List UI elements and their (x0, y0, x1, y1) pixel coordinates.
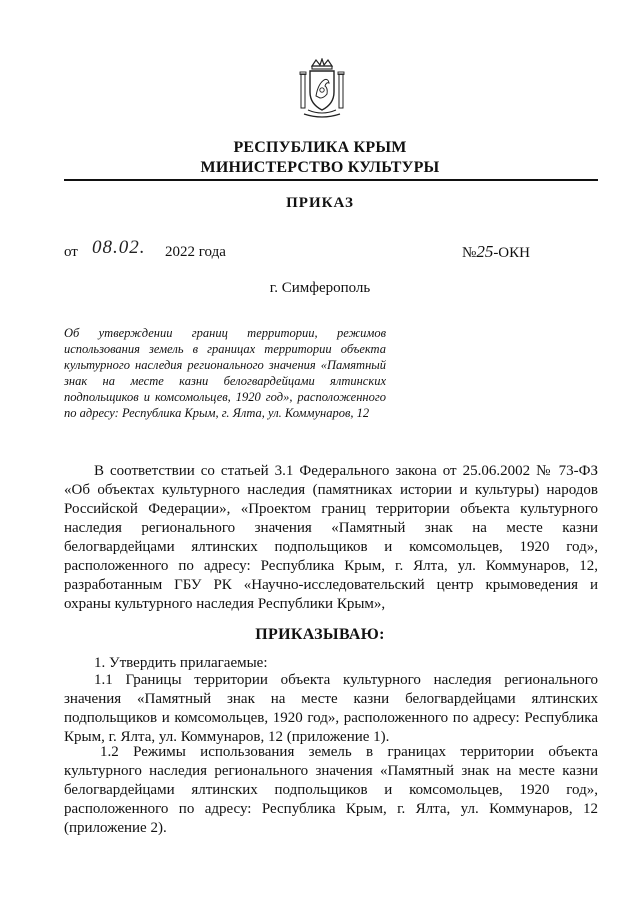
date-prefix: от (64, 244, 78, 260)
org-name-republic: РЕСПУБЛИКА КРЫМ (233, 139, 407, 156)
document-type-title: ПРИКАЗ (286, 195, 354, 211)
document-number (462, 242, 530, 263)
number-prefix: № (462, 245, 477, 261)
org-name-ministry: МИНИСТЕРСТВО КУЛЬТУРЫ (200, 159, 440, 176)
item-1-1: 1.1 Границы территории объекта культурного наследия регионального значения «Памятный знак на месте казни белогвардейцами ялтинских подпольщиков и комсомольцев, 1920 год», расположенного по адресу: Республика Крым, г. Ялта, ул. Коммунаров, 12 (приложение 1). (64, 672, 598, 745)
preamble-paragraph: В соответствии со статьей 3.1 Федерального закона от 25.06.2002 № 73-ФЗ «Об объектах культурного наследия (памятниках истории и культуры) народов Российской Федерации», «Проектом границ территории объекта культурного наследия регионального значения «Памятный знак на месте казни белогвардейцами ялтинских подпольщиков и комсомольцев, 1920 год», расположенного по адресу: Республика Крым, г. Ялта, ул. Коммунаров, 12, разработанным ГБУ РК «Научно-исследовательский центр крымоведения и охраны культурного наследия Республики Крым», (64, 463, 598, 612)
document-subject: Об утверждении границ территории, режимов использования земель в границах территории объекта культурного наследия регионального значения «Памятный знак на месте казни белогвардейцами ялтинских подпольщиков и комсомольцев, 1920 год», расположенного по адресу: Республика Крым, г. Ялта, ул. Коммунаров, 12 (64, 326, 386, 420)
date-year: 2022 года (165, 244, 226, 260)
item-1-2: 1.2 Режимы использования земель в границах территории объекта культурного наследия регионального значения «Памятный знак на месте казни белогвардейцами ялтинских подпольщиков и комсомольцев, 1920 год», расположенного по адресу: Республика Крым, г. Ялта, ул. Коммунаров, 12 (приложение 2). (64, 744, 598, 836)
crimea-coat-of-arms-icon (298, 58, 346, 122)
number-suffix: -ОКН (493, 245, 530, 261)
order-heading: ПРИКАЗЫВАЮ: (255, 626, 385, 643)
header-divider (64, 179, 598, 181)
item-1: 1. Утвердить прилагаемые: (94, 655, 268, 671)
date-handwritten: 08.02. (92, 237, 146, 258)
document-city: г. Симферополь (269, 280, 371, 296)
number-handwritten: 25 (476, 242, 494, 261)
